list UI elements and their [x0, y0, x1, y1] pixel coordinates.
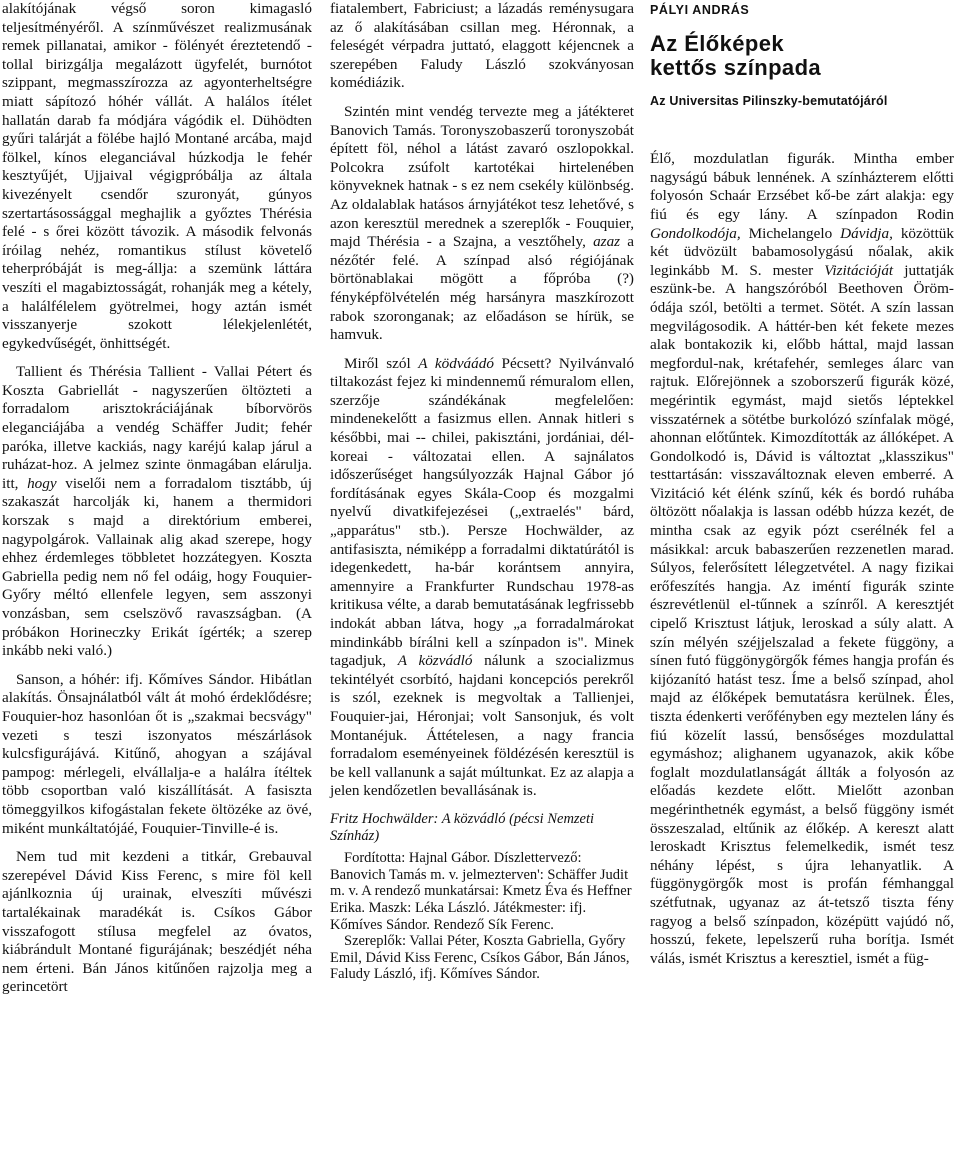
column-middle	[330, 0, 634, 983]
play-title: A közvádló	[397, 652, 473, 670]
paragraph-col1-4: Nem tud mit kezdeni a titkár, Grebauval szerepével Dávid Kiss Ferenc, s mire föl kell ajánlkoznia új urainak, elveszíti művészi tartalékainak maradékát is. Csíkos Gábor visszafogott stílusa megfelel az óvatos, kiábrándult Montané figurájának; beszédjét néha nem érteni. Bán János kitűnően rajzolja meg a gerincetört	[2, 848, 312, 996]
paragraph-col1-3: Sanson, a hóhér: ifj. Kőmíves Sándor. Hibátlan alakítás. Önsajnálatból vált át mohó érdeklődésre; Fouquier-hoz hasonlóan őt is „szakmai becsvágy" vezeti s teszi iszonyatos mészárlások kulcsfigurájává. Kitűnő, ahogyan a szájával pampog: mérlegeli, elvállalja-e a halálra ítéltek több csoportban való kiszállítását. A fasiszta tömeggyilkos kifogástalan fekete öltözéke az övé, miként munkáltatójáé, Fouquier-Tinville-é is.	[2, 670, 312, 837]
column-left	[2, 0, 312, 997]
paragraph-col2-2	[330, 103, 634, 345]
article-subheadline: Az Universitas Pilinszky-bemutatójáról	[650, 93, 888, 108]
text-run: Élő, mozdulatlan figurák. Mintha ember nagyságú bábuk lennének. A színházterem előtti folyosón Schaár Erzsébet kő-be zárt alakja: egy fiú és egy lány. A színpadon Rodin	[650, 150, 954, 223]
italic-title: Dávidja,	[840, 224, 893, 242]
text-run: a nézőtér felé. A színpad alsó régiójának börtönablakai mögött a főpróba (?) fényképfölvételén még harsányra maszkírozott rabok szoronganak; az előadáson se hírük, se hamvuk.	[330, 233, 634, 344]
paragraph-col1-2	[2, 363, 312, 661]
text-run: viselői nem a forradalom tisztább, új szakaszát harcolják ki, hanem a thermidori korszak s majd a direktórium emberei, nagypolgárok. Vallainak alig akad szerepe, hogy ehhez érdemleges többletet hozzátegyen. Koszta Gabriella pedig nem nő fel odáig, hogy Fouquier-Győry méltó ellenfele legyen, sem asszonyi vonzásban, sem cselszövő ravaszságban. (A próbákon Horineczky Erikát ígérték; a szerep inkább neki való.)	[2, 474, 312, 660]
text-run: Michelangelo	[740, 224, 841, 242]
text-run: juttatják eszünk-be. A hangszóróból Beethoven Öröm-ódája szól, betölti a termet. Sötét. A szín lassan megvilágosodik. A háttér-ben két fekete mezes alak bontakozik ki, előbb háttal, majd lassan megfordul-nak, krétafehér, semleges álarc van rajtuk. Előrejönnek a szoborszerű figurák közé, megérintik egymást, majd sietős léptekkel visszatérnek a sötétbe burkolózó színfalak mögé, ahonnan előtűntek. Kimozdították az állóképet. A Gondolkodó is, Dávid is változtat „klasszikus" testtartásán: visszaváltoznak eleven emberré. A Vizitáció két élénk színű, kék és bordó ruhába öltözött nőalakja is lassan odébb húzza kezét, de mintha csak az egyik pózt cserélnék fel a másikkal: arcuk babaszerűen rezzenetlen marad. Súlyos, felerősített lélegzetvétel. A nagy fizikai erőfeszítés hangja. Az iméntí figurák szinte észrevétlenül el-tűnnek a színről. A keresztjét cipelő Krisztust látjuk, leroskad a súly alatt. A szín mélyén széjjelszalad a fekete függöny, a sínen futó függönygörgők fémes hangja profán és kijózanító hatást tesz. Íme a belső színpad, ahol majd az élőképek bemutatásra kerülnek. Éles, tiszta édenkerti verőfényben egy meztelen lány és fiú közelít lassú, bensőséges mozdulattal egymáshoz; alighanem ugyanazok, akik kőbe foglalt mozdulatlanságát állták a folyosón az előadás kezdete előtt. Mielőtt azonban megérinthetnék egymást, a belső függöny ismét összeszalad, eltűnik az élőkép. A kereszt alatt leroskadt Krisztus felemelkedik, ismét tesz néhány lépést, s újra lehanyatlik. A függönygörgők most is profán fémhanggal szétfutnak, ugyanaz az át-tetsző tiszta fény ragyog a belső színpadon, középütt vajúdó nő, hosszú, fekete, lepelszerű ruha borítja. Ismét válás, ismét Krisztus a keresztiel, ismét a füg-	[650, 261, 954, 967]
credits-title: Fritz Hochwälder: A közvádló (pécsi Nemzeti Színház)	[330, 810, 595, 844]
production-credits	[330, 811, 634, 983]
credits-cast: Szereplők: Vallai Péter, Koszta Gabriella, Győry Emil, Dávid Kiss Ferenc, Csíkos Gábor, Bán János, Faludy László, ifj. Kőmíves Sándor.	[330, 933, 630, 983]
paragraph-col2-1: fiatalembert, Fabriciust; a lázadás reménysugara az ő alakításában csillan meg. Héronnak, a feleségét vérpadra juttató, elaggott kéjencnek a szerepében Faludy László szokványosan komédiázik.	[330, 0, 634, 92]
paragraph-col3-1	[650, 150, 954, 968]
text-run: nálunk a szocializmus tekintélyét csorbító, hajdani koncepciós perekről is szól, ezeknek is megvoltak a Tallienjei, Fouquier-jai, Héronjai; volt Sansonjuk, és volt Montanéjuk. Áttételesen, a nagy francia forradalom eseményeinek földézésén keresztül is be kell vallanunk a saját múltunkat. Ez az alapja a jelen kendőzetlen bevallásának is.	[330, 652, 634, 800]
italic-word: hogy	[27, 474, 57, 492]
play-title: A ködváádó	[418, 354, 494, 372]
paragraph-col1-1: alakítójának végső soron kimagasló teljesítményéről. A színművészet realizmusának remek pillanatai, amikor - fölényét éreztetendő - tollal birizgálja megalázott ügyfelét, burnótot szippant, megmasszírozza az agyonterheltségre miatt sápítozó hóhér vállát. A halálos ítélet hallatán darab fa módjára vágódik el. Dühödten gyűri talárját a fölébe hajló Montané arcába, majd fölkel, kínos eleganciával húzkodja le fehér kesztyűjét, Ujjaival végigpróbálja az általa kivezényelt csendőr szuronyát, gúnyos szertartásossággal meghajlik a győztes Thérésia felé - s őrei között távozik. A második felvonás íróilag nehéz, romantikus stílust követelő teherpróbáját is meg-állja: a szemünk láttára veszíti el magabiztosságát, rohanják meg a kétely, a halálfélelem gyötrelmei, hogy aztán ismét visszanyerje szokott lélekjelenlétét, egykedvűségét, önhittségét.	[2, 0, 312, 352]
text-run: Pécsett? Nyilvánvaló tiltakozást fejez ki mindennemű rémuralom ellen, szerzője szándékának megfelelően: mindenekelőtt a fasizmus ellen. Annak hitleri s későbbi, mai -- chilei, pakisztáni, jordániai, dél-koreai - változatai ellen. A sajnálatos időszerűséget hangsúlyozzák Hajnal Gábor jó fordításának egyes Skála-Coop és mozgalmi nyelvű divatkifejezései („extraelés" bárd, „apparátus" stb.). Persze Hochwälder, az antifasiszta, némiképp a forradalmi diktatúrától is idegenkedett, ha-bár korántsem annyira, amennyire a Frankfurter Rundschau 1978-as kritikusa vélte, a darab bemutatásának legfrissebb indokát abban látva, hogy „a forradalmárokat mindinkább bírálni kell a színpadon is". Minek tagadjuk,	[330, 354, 634, 670]
article-author: PÁLYI ANDRÁS	[650, 3, 750, 17]
paragraph-col2-3	[330, 355, 634, 801]
article-headline	[650, 32, 954, 80]
italic-title: Vizitációját	[824, 261, 894, 279]
text-run: Miről szól	[344, 354, 419, 372]
credits-crew: Fordította: Hajnal Gábor. Díszlettervező: Banovich Tamás m. v. jelmezterven': Schäffer Judit m. v. A rendező munkatársai: Kmetz Éva és Heffner Erika. Maszk: Léka László. Játékmester: ifj. Kőmíves Sándor. Rendező Sík Ferenc.	[330, 850, 632, 933]
text-run: közöttük két üdvözült babamosolygású nőalak, akik leginkább M. S. mester	[650, 224, 954, 279]
headline-line-1: Az Élőképek	[650, 30, 785, 56]
column-right	[650, 0, 954, 968]
headline-line-2: kettős színpada	[650, 54, 822, 80]
text-run: Szintén mint vendég tervezte meg a játékteret Banovich Tamás. Toronyszobaszerű toronyszobát épített föl, néhol a látást zavaró oszlopokkal. Polcokra zsúfolt kartotékai hirtelenében könyveknek hatnak - s ez nem csekély különbség. Az oldalablak hatásos árnyjátékot tesz lehetővé, s azon keresztül merednek a szereplők - Fouquier, majd Thérésia - a Szajna, a vesztőhely,	[330, 102, 634, 251]
italic-title: Gondolkodója,	[650, 224, 741, 242]
text-run: Tallient és Thérésia Tallient - Vallai Pétert és Koszta Gabriellát - nagyszerűen öltözteti a forradalom arisztokráciájának bíborvörös eleganciájába a vendég Schäffer Judit; fehér paróka, illetve kackiás, nagy karéjú kalap járul a ruházat-hoz. A jelmez szinte önmagában elárulja. itt,	[2, 363, 312, 492]
italic-word: azaz	[593, 233, 621, 251]
